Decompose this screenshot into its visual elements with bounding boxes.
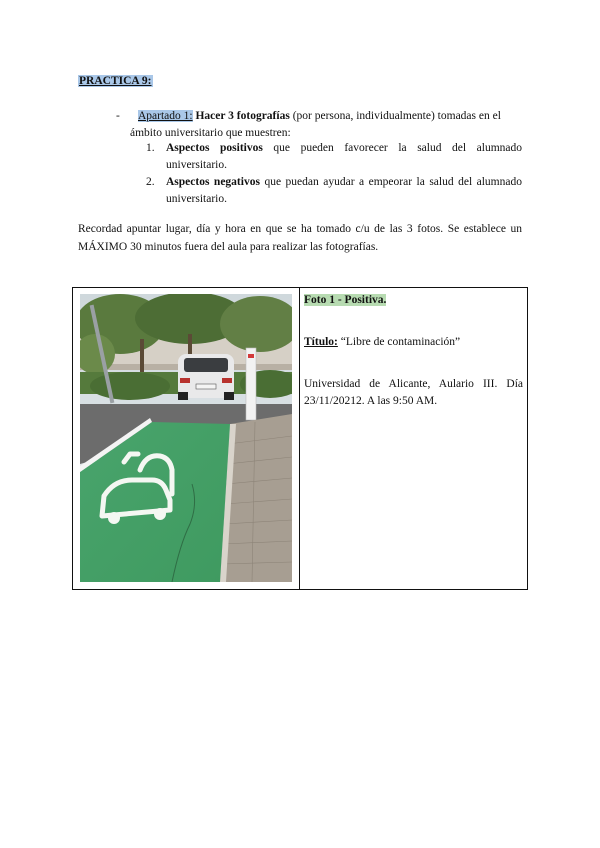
photo-tag: Foto 1 - Positiva. bbox=[304, 294, 387, 306]
list-item-text: que puedan ayudar a empeorar la salud del alumnado universitario. bbox=[166, 176, 522, 205]
section-intro-line-2: ámbito universitario que muestren: bbox=[130, 127, 291, 139]
list-item-text: que pueden favorecer la salud del alumnado universitario. bbox=[166, 142, 522, 171]
photo-location: Universidad de Alicante, Aulario III. Día 23/11/20212. A las 9:50 AM. bbox=[304, 378, 523, 407]
list-item-bold: Aspectos positivos bbox=[166, 142, 263, 154]
photo-title-value: “Libre de contaminación” bbox=[340, 336, 461, 348]
aspects-list bbox=[142, 140, 522, 208]
section-bold-text: Hacer 3 fotografías bbox=[195, 110, 290, 122]
photo-title bbox=[304, 334, 523, 351]
list-number: 1. bbox=[146, 142, 155, 154]
photo-cell bbox=[73, 288, 300, 590]
section-label: Apartado 1: bbox=[138, 110, 193, 122]
bullet-dash: - bbox=[116, 110, 120, 122]
photo-info-cell bbox=[300, 288, 528, 590]
photo-table bbox=[72, 287, 528, 590]
page-title: PRACTICA 9: bbox=[79, 75, 152, 87]
photo-ev-charging-spot bbox=[80, 294, 292, 582]
photo-title-label: Título: bbox=[304, 336, 338, 348]
list-item bbox=[142, 140, 522, 174]
list-item bbox=[142, 174, 522, 208]
list-number: 2. bbox=[146, 176, 155, 188]
instructions-paragraph: Recordad apuntar lugar, día y hora en que se ha tomado c/u de las 3 fotos. Se establece un MÁXIMO 30 minutos fuera del aula para realizar las fotografías. bbox=[78, 223, 522, 253]
section-rest-text: (por persona, individualmente) tomadas en el bbox=[292, 110, 501, 122]
section-intro-line bbox=[138, 108, 524, 125]
list-item-bold: Aspectos negativos bbox=[166, 176, 260, 188]
